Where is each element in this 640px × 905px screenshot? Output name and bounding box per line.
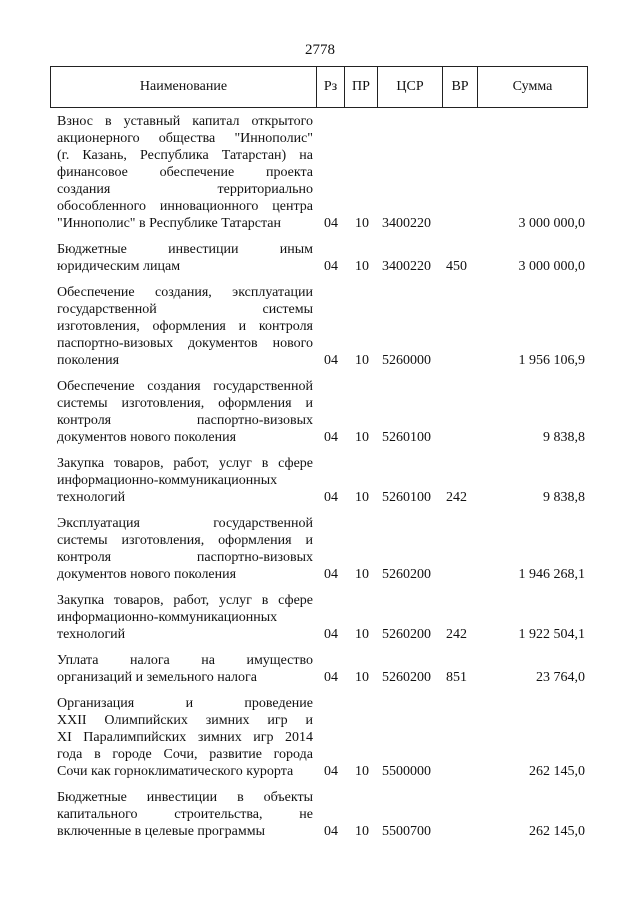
row-values <box>0 669 640 686</box>
row-name-line: Обеспечение создания государственной <box>57 379 313 394</box>
row-name-line: "Иннополис" в Республике Татарстан <box>57 216 282 231</box>
row-sum: 3 000 000,0 <box>518 259 585 274</box>
row-name-line: Обеспечение создания, эксплуатации <box>57 285 313 300</box>
row-name-line: информационно-коммуникационных <box>57 610 278 625</box>
row-pr: 10 <box>355 627 369 642</box>
row-name-line: Уплата налога на имущество <box>57 653 313 668</box>
row-name-line: поколения <box>57 353 120 368</box>
row-name-line: Организация и проведение <box>57 696 313 711</box>
row-csr: 3400220 <box>382 216 431 231</box>
row-name-line: технологий <box>57 490 126 505</box>
row-vr: 242 <box>446 627 467 642</box>
row-pr: 10 <box>355 490 369 505</box>
table-body <box>0 113 640 849</box>
row-name-line: юридическим лицам <box>57 259 181 274</box>
row-name-line: XI Паралимпийских зимних игр 2014 <box>57 730 313 745</box>
row-sum: 9 838,8 <box>543 430 585 445</box>
header-sum: Сумма <box>477 67 587 107</box>
row-name-line: контроля паспортно-визовых <box>57 413 313 428</box>
row-name-line: государственной системы <box>57 302 313 317</box>
row-name-line: организаций и земельного налога <box>57 670 257 685</box>
row-csr: 3400220 <box>382 259 431 274</box>
row-values <box>0 626 640 643</box>
row-rz: 04 <box>324 670 338 685</box>
row-values <box>0 258 640 275</box>
row-name-line: Эксплуатация государственной <box>57 516 313 531</box>
row-name-line: (г. Казань, Республика Татарстан) на <box>57 148 313 163</box>
table-row <box>0 241 640 275</box>
row-name-line: создания территориально <box>57 182 313 197</box>
row-csr: 5260000 <box>382 353 431 368</box>
row-name-line: информационно-коммуникационных <box>57 473 278 488</box>
row-values <box>0 429 640 446</box>
row-pr: 10 <box>355 353 369 368</box>
header-name: Наименование <box>139 79 228 94</box>
row-sum: 262 145,0 <box>529 824 585 839</box>
row-pr: 10 <box>355 430 369 445</box>
row-name-line: акционерного общества "Иннополис" <box>57 131 313 146</box>
row-name-line: года в городе Сочи, развитие города <box>57 747 313 762</box>
row-name-line: паспортно-визовых документов нового <box>57 336 313 351</box>
row-name-line: системы изготовления, оформления и <box>57 396 313 411</box>
row-name-line: Закупка товаров, работ, услуг в сфере <box>57 593 313 608</box>
row-name-line: Сочи как горноклиматического курорта <box>57 764 294 779</box>
row-csr: 5500000 <box>382 764 431 779</box>
row-csr: 5260200 <box>382 627 431 642</box>
table-row <box>0 284 640 369</box>
row-pr: 10 <box>355 764 369 779</box>
row-rz: 04 <box>324 627 338 642</box>
row-csr: 5260200 <box>382 670 431 685</box>
row-pr: 10 <box>355 567 369 582</box>
table-row <box>0 789 640 840</box>
row-vr: 242 <box>446 490 467 505</box>
row-rz: 04 <box>324 216 338 231</box>
row-rz: 04 <box>324 259 338 274</box>
row-values <box>0 823 640 840</box>
row-rz: 04 <box>324 824 338 839</box>
row-csr: 5260200 <box>382 567 431 582</box>
row-pr: 10 <box>355 216 369 231</box>
header-csr: ЦСР <box>377 67 442 107</box>
row-name-line: документов нового поколения <box>57 567 237 582</box>
row-values <box>0 352 640 369</box>
row-name-line: Бюджетные инвестиции в объекты <box>57 790 313 805</box>
header-rz: Рз <box>316 67 344 107</box>
row-csr: 5260100 <box>382 430 431 445</box>
row-name-line: Взнос в уставный капитал открытого <box>57 114 313 129</box>
row-name-line: капитального строительства, не <box>57 807 313 822</box>
header-vr: ВР <box>442 67 477 107</box>
row-name-line: XXII Олимпийских зимних игр и <box>57 713 313 728</box>
row-name-line: Бюджетные инвестиции иным <box>57 242 313 257</box>
row-pr: 10 <box>355 670 369 685</box>
row-name-line: изготовления, оформления и контроля <box>57 319 313 334</box>
row-rz: 04 <box>324 430 338 445</box>
row-pr: 10 <box>355 824 369 839</box>
row-values <box>0 763 640 780</box>
row-name-line: документов нового поколения <box>57 430 237 445</box>
table-row <box>0 652 640 686</box>
row-values <box>0 215 640 232</box>
row-rz: 04 <box>324 567 338 582</box>
row-csr: 5500700 <box>382 824 431 839</box>
row-values <box>0 566 640 583</box>
row-sum: 1 946 268,1 <box>518 567 585 582</box>
header-pr: ПР <box>344 67 377 107</box>
row-name-line: технологий <box>57 627 126 642</box>
table-row <box>0 455 640 506</box>
row-name-line: обособленного инновационного центра <box>57 199 313 214</box>
row-name-line: контроля паспортно-визовых <box>57 550 313 565</box>
page-number: 2778 <box>305 42 335 58</box>
table-row <box>0 113 640 232</box>
table-row <box>0 378 640 446</box>
row-sum: 262 145,0 <box>529 764 585 779</box>
row-vr: 450 <box>446 259 467 274</box>
row-name-line: Закупка товаров, работ, услуг в сфере <box>57 456 313 471</box>
row-name-line: финансовое обеспечение проекта <box>57 165 313 180</box>
row-sum: 1 956 106,9 <box>518 353 585 368</box>
table-row <box>0 515 640 583</box>
row-sum: 9 838,8 <box>543 490 585 505</box>
row-rz: 04 <box>324 490 338 505</box>
row-name-line: включенные в целевые программы <box>57 824 266 839</box>
row-pr: 10 <box>355 259 369 274</box>
table-header <box>50 66 588 108</box>
row-vr: 851 <box>446 670 467 685</box>
row-name-line: системы изготовления, оформления и <box>57 533 313 548</box>
row-sum: 1 922 504,1 <box>518 627 585 642</box>
row-values <box>0 489 640 506</box>
table-row <box>0 592 640 643</box>
row-sum: 23 764,0 <box>536 670 585 685</box>
row-csr: 5260100 <box>382 490 431 505</box>
row-rz: 04 <box>324 353 338 368</box>
row-rz: 04 <box>324 764 338 779</box>
row-sum: 3 000 000,0 <box>518 216 585 231</box>
table-row <box>0 695 640 780</box>
